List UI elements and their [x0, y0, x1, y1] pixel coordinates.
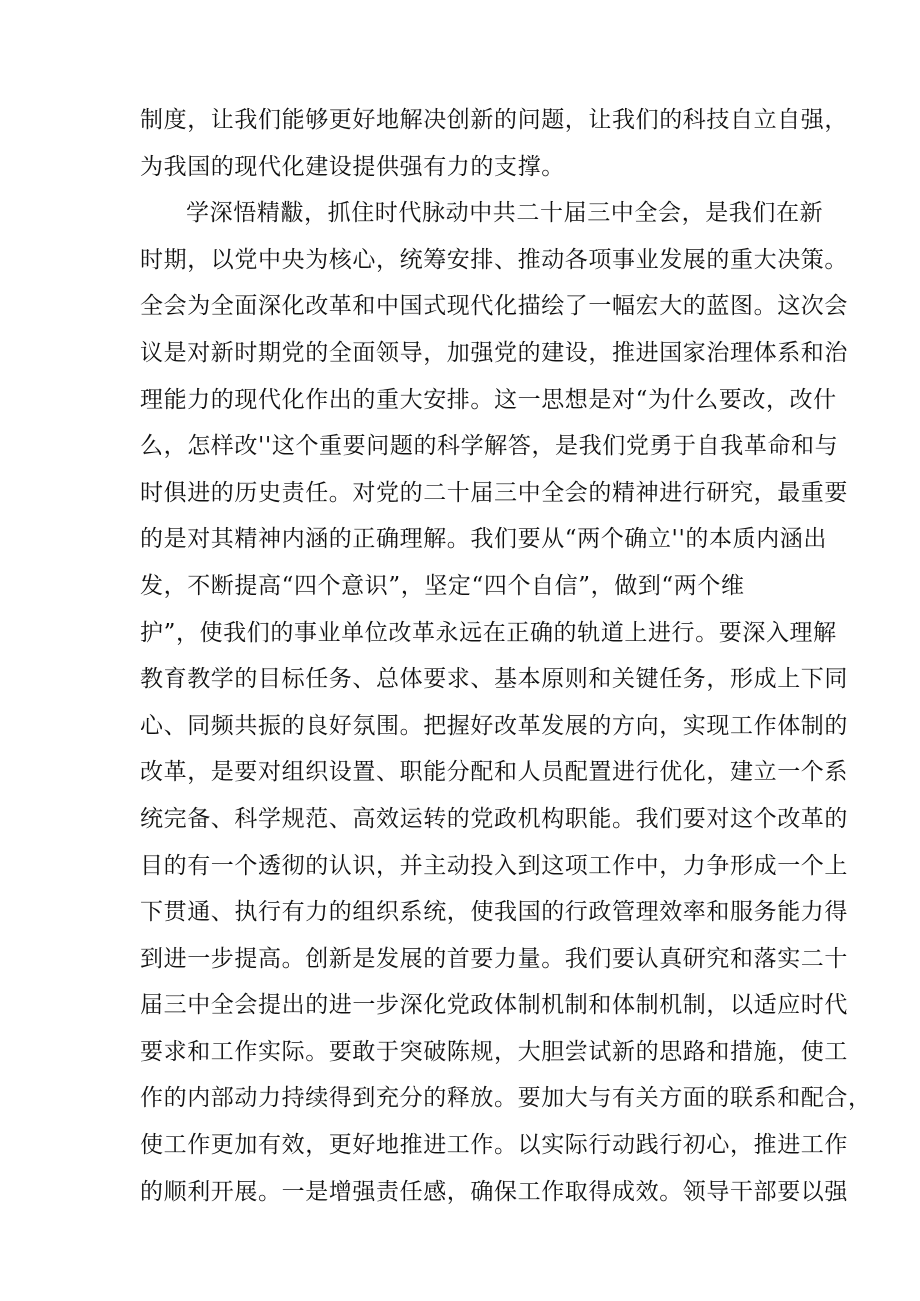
- text-line: 届三中全会提出的进一步深化党政体制机制和体制机制，以适应时代: [140, 992, 848, 1019]
- text-line: 时期，以党中央为核心，统筹安排、推动各项事业发展的重大决策。: [140, 246, 848, 273]
- text-line: 议是对新时期党的全面领导，加强党的建设，推进国家治理体系和治: [140, 339, 848, 366]
- text-line: 为我国的现代化建设提供强有力的支撑。: [140, 153, 565, 180]
- text-line: 心、同频共振的良好氛围。把握好改革发展的方向，实现工作体制的: [140, 712, 848, 739]
- text-line: 的顺利开展。一是增强责任感，确保工作取得成效。领导干部要以强: [140, 1178, 848, 1205]
- text-line: 改革，是要对组织设置、职能分配和人员配置进行优化，建立一个系: [140, 759, 848, 786]
- paragraph-first-line: 学深悟精黻，抓住时代脉动中共二十届三中全会，是我们在新: [186, 200, 824, 227]
- text-line: 么，怎样改''这个重要问题的科学解答，是我们党勇于自我革命和与: [140, 433, 839, 460]
- text-line: 时俱进的历史责任。对党的二十届三中全会的精神进行研究，最重要: [140, 479, 848, 506]
- text-line: 目的有一个透彻的认识，并主动投入到这项工作中，力争形成一个上: [140, 852, 848, 879]
- text-line: 护”，使我们的事业单位改革永远在正确的轨道上进行。要深入理解: [140, 619, 837, 646]
- text-line: 要求和工作实际。要敢于突破陈规，大胆尝试新的思路和措施，使工: [140, 1038, 848, 1065]
- text-line: 教育教学的目标任务、总体要求、基本原则和关键任务，形成上下同: [140, 666, 848, 693]
- text-line: 的是对其精神内涵的正确理解。我们要从“两个确立''的本质内涵出: [140, 526, 828, 553]
- text-line: 下贯通、执行有力的组织系统，使我国的行政管理效率和服务能力得: [140, 899, 848, 926]
- text-line: 使工作更加有效，更好地推进工作。以实际行动践行初心，推进工作: [140, 1132, 848, 1159]
- text-line: 作的内部动力持续得到充分的释放。要加大与有关方面的联系和配合，: [140, 1085, 872, 1112]
- text-line: 理能力的现代化作出的重大安排。这一思想是对“为什么要改，改什: [140, 386, 837, 413]
- body-text: [140, 97, 872, 1215]
- text-line: 统完备、科学规范、高效运转的党政机构职能。我们要对这个改革的: [140, 805, 848, 832]
- text-line: 全会为全面深化改革和中国式现代化描绘了一幅宏大的蓝图。这次会: [140, 293, 848, 320]
- text-line: 到进一步提高。创新是发展的首要力量。我们要认真研究和落实二十: [140, 945, 848, 972]
- text-line: 发，不断提高“四个意识”，坚定“四个自信”，做到“两个维: [140, 572, 745, 599]
- text-line: 制度，让我们能够更好地解决创新的问题，让我们的科技自立自强，: [140, 107, 848, 133]
